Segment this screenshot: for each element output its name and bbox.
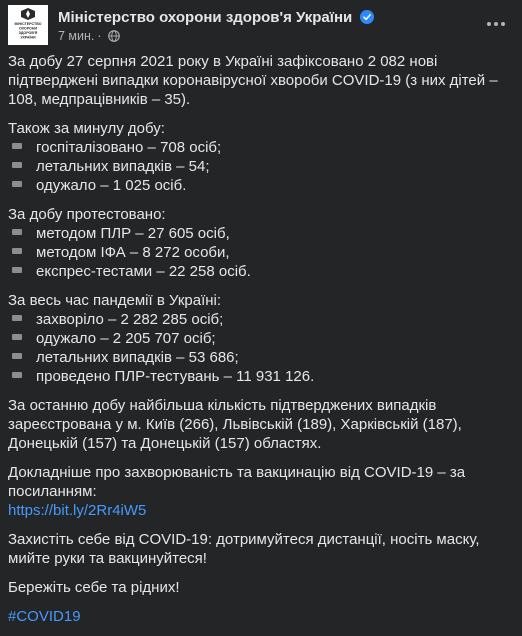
regions-paragraph: За останню добу найбільша кількість підтверджених випадків зареєстрована у м. Київ (266), Львівській (189), Харківській (187), Донецькій (157) та Донецькій (157) областях.: [8, 397, 462, 452]
tested-section: [8, 205, 514, 281]
bullet-icon: [12, 143, 22, 149]
list-item: [8, 348, 514, 367]
logo-line-4: УКРАЇНИ: [20, 35, 36, 40]
bullet-icon: [12, 267, 22, 273]
hashtag-link[interactable]: #COVID19: [8, 608, 81, 625]
post-intro: За добу 27 серпня 2021 року в Україні зафіксовано 2 082 нові підтверджені випадки коронавірусної хвороби COVID-19 (з них дітей – 108, медпрацівників – 35).: [8, 53, 498, 108]
ministry-logo-icon: [8, 5, 48, 45]
tested-title: За добу протестовано:: [8, 206, 166, 223]
bullet-icon: [12, 229, 22, 235]
list-item-text: захворіло – 2 282 285 осіб;: [36, 311, 224, 328]
list-item-text: експрес-тестами – 22 258 осіб.: [36, 263, 251, 280]
protect-paragraph: Захистіть себе від COVID-19: дотримуйтеся дистанції, носіть маску, мийте руки та вакцинуйтеся!: [8, 531, 480, 567]
meta-separator: ·: [97, 29, 102, 43]
post-header: [8, 4, 514, 46]
care-paragraph: Бережіть себе та рідних!: [8, 579, 180, 596]
more-dot-icon: [494, 22, 498, 26]
post-content: [8, 52, 514, 636]
list-item-text: проведено ПЛР-тестувань – 11 931 126.: [36, 368, 315, 385]
list-item-text: летальних випадків – 53 686;: [36, 349, 239, 366]
list-item: [8, 243, 514, 262]
list-item: [8, 262, 514, 281]
logo-line-2: ОХОРОНИ: [18, 26, 38, 31]
list-item: [8, 224, 514, 243]
more-dot-icon: [501, 22, 505, 26]
list-item-text: летальних випадків – 54;: [36, 158, 210, 175]
avatar[interactable]: [8, 5, 48, 45]
list-item-text: одужало – 1 025 осіб.: [36, 177, 187, 194]
author-name[interactable]: [58, 9, 374, 26]
bullet-icon: [12, 315, 22, 321]
list-item: [8, 329, 514, 348]
pandemic-title: За весь час пандемії в Україні:: [8, 292, 222, 309]
list-item: [8, 367, 514, 386]
verified-badge-icon: [360, 10, 374, 24]
hashtag-paragraph: [8, 607, 514, 626]
more-options-button[interactable]: [482, 10, 510, 38]
list-item-text: одужало – 2 205 707 осіб;: [36, 330, 216, 347]
yesterday-title: Також за минулу добу:: [8, 120, 165, 137]
list-item: [8, 138, 514, 157]
post-meta: [58, 29, 120, 43]
bullet-icon: [12, 334, 22, 340]
bullet-icon: [12, 372, 22, 378]
list-item-text: методом ПЛР – 27 605 осіб,: [36, 225, 230, 242]
pandemic-section: [8, 291, 514, 386]
list-item: [8, 157, 514, 176]
globe-icon[interactable]: [108, 30, 120, 42]
info-link[interactable]: https://bit.ly/2Rr4iW5: [8, 502, 147, 519]
list-item-text: госпіталізовано – 708 осіб;: [36, 139, 222, 156]
bullet-icon: [12, 353, 22, 359]
bullet-icon: [12, 181, 22, 187]
list-item: [8, 310, 514, 329]
yesterday-section: [8, 119, 514, 195]
list-item-text: методом ІФА – 8 272 особи,: [36, 244, 230, 261]
bullet-icon: [12, 248, 22, 254]
post-time[interactable]: 7 мин.: [58, 29, 95, 43]
more-dot-icon: [487, 22, 491, 26]
logo-line-1: МІНІСТЕРСТВО: [14, 22, 42, 26]
bullet-icon: [12, 162, 22, 168]
list-item: [8, 176, 514, 195]
author-name-text[interactable]: Міністерство охорони здоров'я України: [58, 9, 353, 26]
logo-line-3: ЗДОРОВ'Я: [18, 31, 38, 35]
more-info-text: Докладніше про захворюваність та вакцинацію від COVID-19 – за посиланням:: [8, 464, 466, 500]
more-info-paragraph: [8, 463, 514, 520]
